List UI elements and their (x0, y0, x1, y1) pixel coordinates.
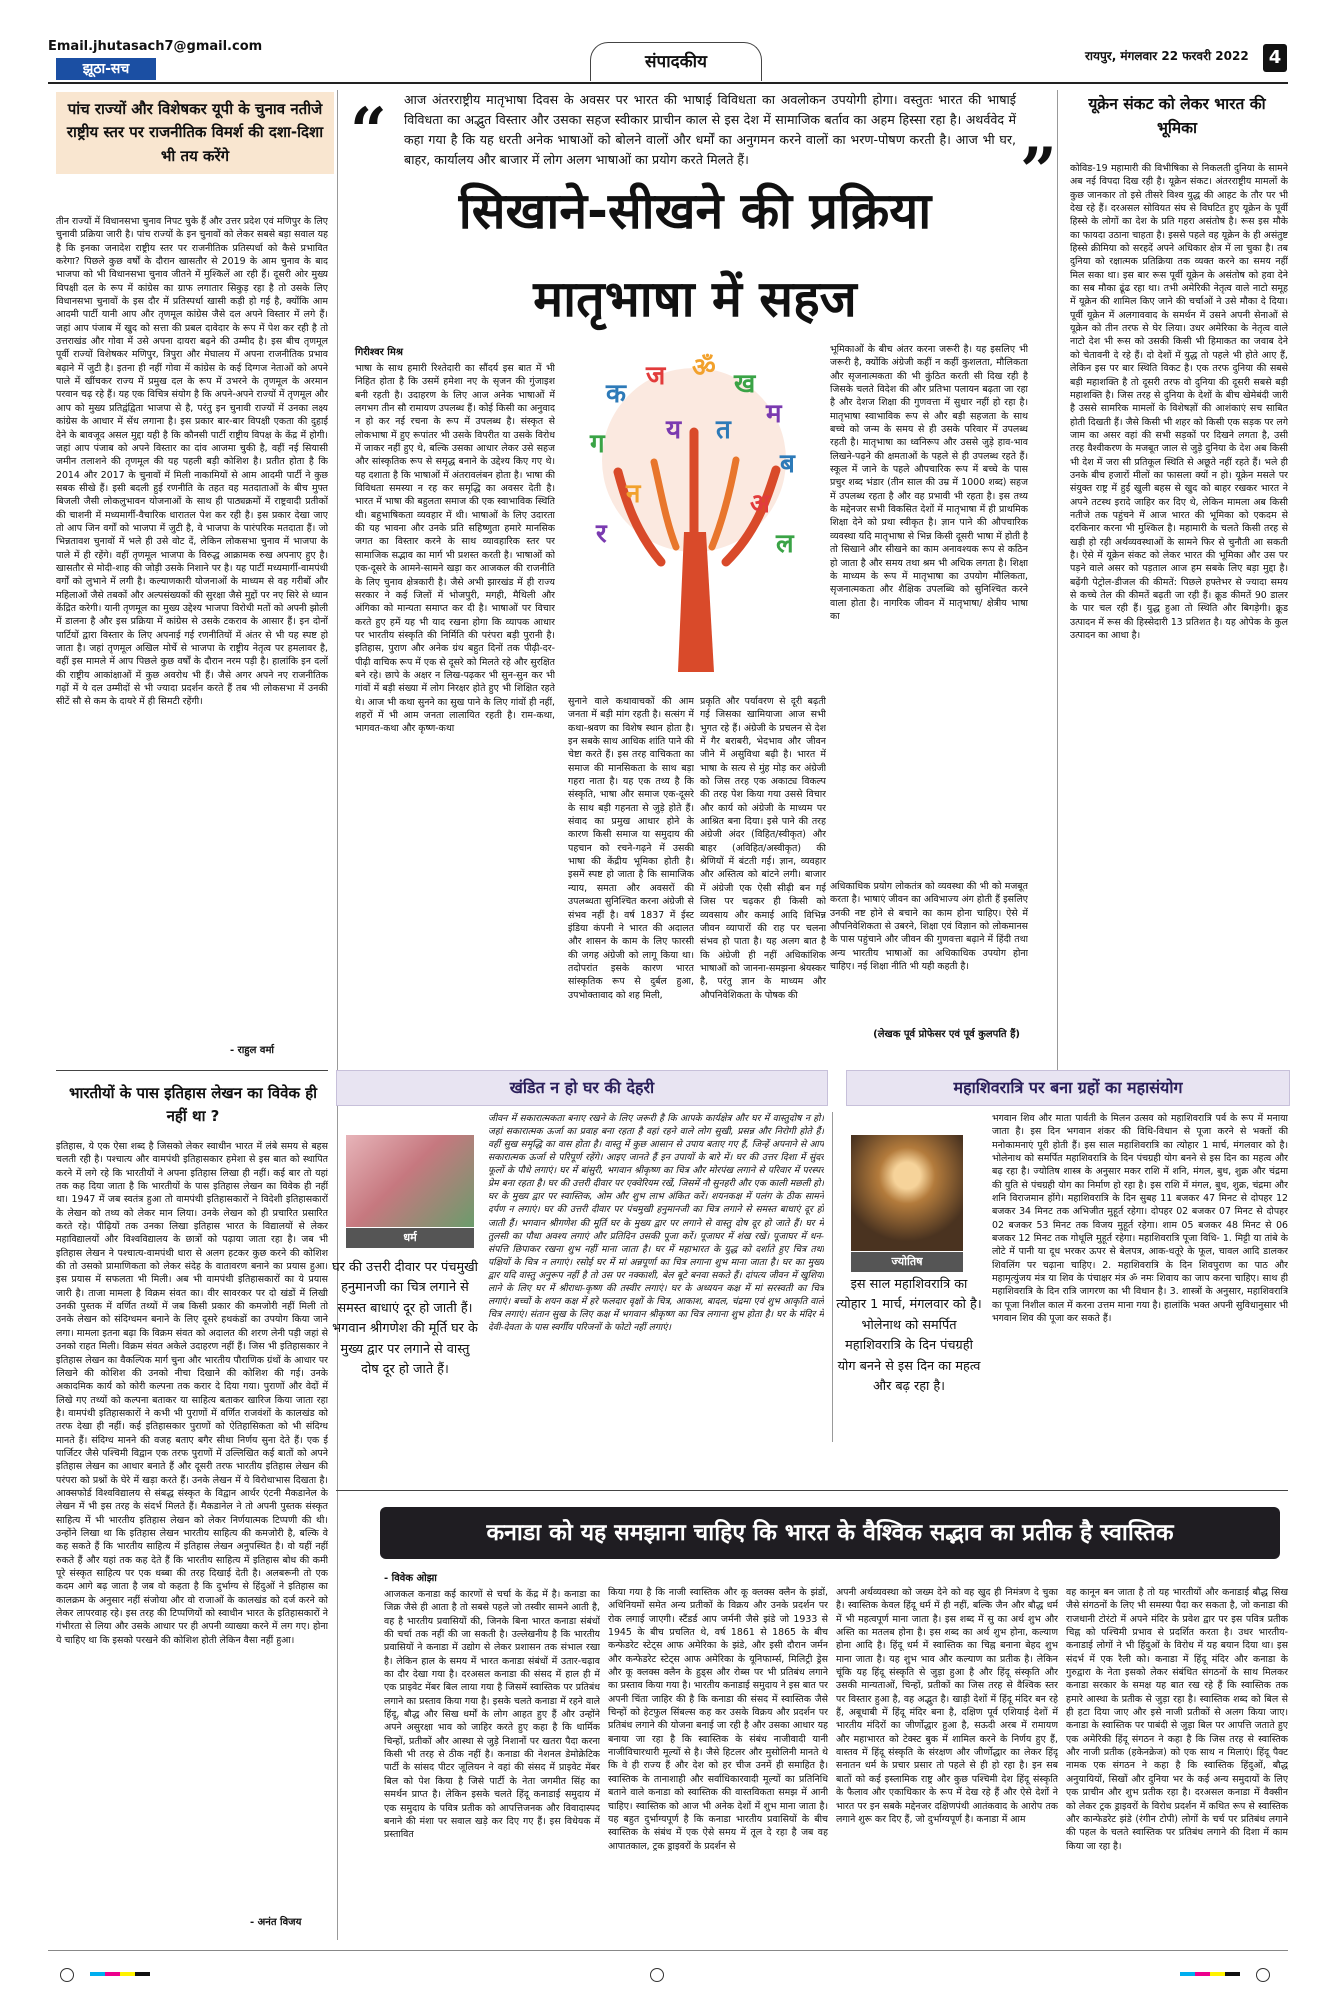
svg-text:य: य (666, 415, 682, 445)
left-divider (56, 1070, 328, 1071)
home-banner: खंडित न हो घर की देहरी (336, 1070, 828, 1106)
svg-text:ब: ब (780, 449, 795, 479)
svg-text:न: न (626, 479, 641, 509)
color-bar (1180, 1972, 1240, 1976)
masthead-brand: झूठा-सच (56, 58, 156, 80)
center-col-1: भाषा के साथ हमारी रिश्तेदारी का सौंदर्य इस बात में भी निहित होता है कि उसमें हमेशा नए के सृजन की गुंजाइश बनी रहती है। उदाहरण के लिए आज अनेक भाषाओं में लगभग तीन सौ रामायण उपलब्ध हैं। कोई किसी का अनुवाद न हो कर नई रचना के रूप में उपलब्ध है। संस्कृत से लोकभाषा में हुए रूपांतर भी उसके विपरीत या उसके विरोध में जाकर नहीं हुए थे, बल्कि उसका आधार लेकर उसे सहज और सांस्कृतिक रूप से समृद्ध बनाने के उद्देश्य किए गए थे। यह दशाता है कि भाषाओं में अंतरावलंबन होता है। भाषा की विविधता समस्या न रह कर समृद्धि का अवसर देती है। भारत में भाषा की बहुलता समाज की एक स्वाभाविक स्थिति थी। बहुभाषिकता व्यवहार में थी। भाषाओं के लिए उदारता की यह भावना और उनके प्रति सहिष्णुता हमारे मानसिक जगत का विस्तार करने के साथ व्यावहारिक स्तर पर सामाजिक सद्भाव का मार्ग भी प्रशस्त करती है। भाषाओं को एक-दूसरे के आमने-सामने खड़ा कर आजकल की राजनीति के लिए चुनाव क्षेत्रकारी है। जैसे अभी झारखंड में ही राज्य सरकार ने कई जिलों में भोजपुरी, मगही, मैथिली और अंगिका को मान्यता समाप्त कर दी है। भाषाओं पर विचार करते हुए हमें यह भी याद रखना होगा कि व्यापक आधार पर भारतीय संस्कृति की निर्मिति की परंपरा बड़ी पुरानी है। इतिहास, पुराण और अनेक ग्रंथ बहुत दिनों तक पीढ़ी-दर-पीढ़ी वाचिक रूप में एक से दूसरे को मिलते रहे और सुरक्षित बने रहे। छापे के अक्षर न लिख-पढ़कर भी सुन-सुन कर भी गांवों में बड़ी संख्या में लोग निरक्षर होते हुए भी शिक्षित रहते थे। आज भी कथा सुनने का सुख पाने के लिए गांवों ही नहीं, शहरों में भी आम जनता लालायित रहती है। राम-कथा, भागवत-कथा और कृष्ण-कथा (355, 363, 555, 735)
left-byline: - राहुल वर्मा (230, 1045, 275, 1056)
canada-byline: - विवेक ओझा (384, 1573, 437, 1584)
svg-text:क: क (606, 379, 626, 409)
canada-col-1: आजकल कनाडा कई कारणों से चर्चा के केंद्र में है। कनाडा का जिक्र जैसे ही आता है तो सबसे पहले जो तस्वीर सामने आती है, वह है भारतीय प्रवासियों की, जिनके बिना भारत कनाडा संबंधों की चर्चा तक नहीं की जा सकती है। उल्लेखनीय है कि भारतीय प्रवासियों ने कनाडा में उद्योग से लेकर प्रशासन तक संभाल रखा है। लेकिन हाल के समय में भारत कनाडा संबंधों में उतार-चढ़ाव का दौर देखा गया है। दरअसल कनाडा की संसद में हाल ही में एक प्राइवेट मेंबर बिल लाया गया है जिसमें स्वास्तिक पर प्रतिबंध लगाने का प्रस्ताव किया गया है। इसके चलते कनाडा में रहने वाले हिंदू, बौद्ध और सिख धर्मों के लोग आहत हुए हैं और उन्होंने अपने असुरक्षा भाव को जाहिर करते हुए कहा है कि धार्मिक चिन्हों, प्रतीकों और आस्था से जुड़े निशानों पर खतरा पैदा करना किसी भी तरह से ठीक नहीं है। कनाडा की नेशनल डेमोक्रेटिक पार्टी के सांसद पीटर जूलियन ने वहां की संसद में प्राइवेट मेंबर बिल को पेश किया है जिसे पार्टी के नेता जगमीत सिंह का समर्थन प्राप्त है। लेकिन इसके चलते हिंदू कनाडाई समुदाय में एक समुदाय के पवित्र प्रतीक को आपत्तिजनक और विवादास्पद बनाने की मंशा पर सवाल खड़े कर दिए गए हैं। इस विधेयक में प्रस्तावित (384, 1589, 600, 1841)
right-headline: यूक्रेन संकट को लेकर भारत की भूमिका (1088, 95, 1266, 138)
canada-col-2: किया गया है कि नाजी स्वास्तिक और कू क्लक्स क्लैन के झंडों, अधिनियमों समेत अन्य प्रतीकों के विक्रय और उनके प्रदर्शन पर रोक लगाई जाएगी। स्टैंडर्ड आप जर्मनी जैसे झंडे जो 1933 से 1945 के बीच प्रचलित थे, वर्ष 1861 से 1865 के बीच कन्फेडरेट स्टेट्स आफ अमेरिका के झंडे, और इसी दौरान जर्मन और कन्फेडरेट स्टेट्स आफ अमेरिका के यूनिफार्म्स, मिलिट्री ड्रेस और कू क्लक्स क्लैन के हुड्स और रोब्स पर भी प्रतिबंध लगाने का प्रस्ताव किया गया है। भारतीय कनाडाई समुदाय ने इस बात पर अपनी चिंता जाहिर की है कि कनाडा की संसद में स्वास्तिक जैसे चिन्हों को हेटफुल सिंबल्स कह कर उसके विक्रय और प्रदर्शन पर प्रतिबंध लगाने की योजना बनाई जा रही है और उसका आधार यह बनाया जा रहा है कि स्वास्तिक के संबंध नाजीवादी यानी नाजीविचारधारी मूल्यों से है। जैसे हिटलर और मुसोलिनी मानते थे कि वे ही राज्य हैं और देश को हर चीज उनमें ही समाहित है। स्वास्तिक के तानाशाही और सर्वाधिकारवादी मूल्यों का प्रतिनिधि बताने वाले कनाडा को स्वास्तिक की वास्तविकता समझ में आनी चाहिए। स्वास्तिक को आज भी अनेक देशों में शुभ माना जाता है। यह बहुत दुर्भाग्यपूर्ण है कि कनाडा भारतीय प्रवासियों के बीच स्वास्तिक के संबंध में एक ऐसे समय में तूल दे रहा है जब वह आपातकाल, ट्रक ड्राइवरों के प्रदर्शन से (608, 1587, 828, 1852)
shiva-caption: इस साल महाशिवरात्रि का त्योहार 1 मार्च, मंगलवार को है। भोलेनाथ को समर्पित महाशिवरात्रि के दिन पंचग्रही योग बनने से इस दिन का महत्व और बढ़ रहा है। (836, 1277, 982, 1395)
canada-headline: कनाडा को यह समझाना चाहिए कि भारत के वैश्विक सद्भाव का प्रतीक है स्वास्तिक (380, 1507, 1280, 1559)
dateline: रायपुर, मंगलवार 22 फरवरी 2022 (1085, 49, 1249, 63)
canada-col-3: अपनी अर्थव्यवस्था को जख्म देने को वह खुद ही निमंत्रण दे चुका है। स्वास्तिक केवल हिंदू धर्म में ही नहीं, बल्कि जैन और बौद्ध धर्म में भी महत्वपूर्ण माना जाता है। इस शब्द में सु का अर्थ शुभ और अस्ति का मतलब होना है। इस शब्द का अर्थ शुभ होना, कल्याण होना आदि है। हिंदू धर्म में स्वास्तिक का चिह्न बनाना बेहद शुभ माना जाता है। यह शुभ भाव और कल्याण का प्रतीक है। लेकिन चूंकि यह हिंदू संस्कृति से जुड़ा हुआ है और हिंदू संस्कृति और उसकी मान्यताओं, चिन्हों, प्रतीकों का जिस तरह से वैश्विक स्तर पर विस्तार हुआ है, वह अद्भुत है। खाड़ी देशों में हिंदू मंदिर बन रहे हैं, अबूधाबी में हिंदू मंदिर बना है, दक्षिण पूर्व एशियाई देशों में भारतीय मंदिरों का जीर्णोद्धार हुआ है, सऊदी अरब में रामायण और महाभारत को टेक्स्ट बुक में शामिल करने के निर्णय हुए हैं, वास्तव में हिंदू संस्कृति के संरक्षण और जीर्णोद्धार का लेकर हिंदू सनातन धर्म के प्रचार प्रसार तो पहले से ही हो रहा है। इन सब बातों को कई इस्लामिक राष्ट्र और कुछ पश्चिमी देश हिंदू संस्कृति के फैलाव और एकाधिकार के रूप में देख रहे हैं और ऐसे देशों ने भारत पर इन सबके मद्देनजर दक्षिणपंथी आतंकवाद के आरोप तक लगाने शुरू कर दिए हैं, जो दुर्भाग्यपूर्ण है। कनाडा में आम (836, 1587, 1058, 1825)
pull-quote: आज अंतरराष्ट्रीय मातृभाषा दिवस के अवसर पर भारत की भाषाई विविधता का अवलोकन उपयोगी होगा। वस्तुतः भारत की भाषाई विविधता का अद्भुत विस्तार और उसका सहज स्वीकार प्राचीन काल से इस देश में सामाजिक बर्ताव का अहम हिस्सा रहा है। अथर्ववेद में कहा गया है कि यह धरती अनेक भाषाओं को बोलने वालों और धर्मों का अनुगमन करने वालों का भरण-पोषण करती है। आज भी घर, बाहर, कार्यालय और बाजार में लोग अलग भाषाओं का प्रयोग करते मिलते हैं। (404, 92, 1016, 168)
svg-text:म: म (766, 399, 782, 429)
header-rule (48, 82, 1288, 84)
center-byline: गिरीश्वर मिश्र (355, 347, 403, 358)
center-col-3a: सुनाने वाले कथावाचकों की आम जनता में बड़ी मांग रहती है। सत्संग में कथा-श्रवण का विशेष स्थान होता है। इन सबके साथ आधिक शांति पाने की चेष्टा करते हैं। इस तरह वाचिकता का समाज की मानसिकता के साथ बड़ा गहरा नाता है। यह एक तथ्य है कि संस्कृति, भाषा और समाज एक-दूसरे के साथ बड़ी गहनता से जुड़े होते हैं। संवाद का प्रमुख आधार होने के कारण किसी समाज या समुदाय की पहचान को रचने-गढ़ने में उसकी भाषा की केंद्रीय भूमिका होती है। इसमें स्पष्ट हो जाता है कि सामाजिक न्याय, समता और अवसरों की उपलब्धता सुनिश्चित करना अंग्रेजी से संभव नहीं है। वर्ष 1837 में ईस्ट इंडिया कंपनी ने भारत की अदालत और शासन के काम के लिए फारसी की जगह अंग्रेजी को लागू किया था। तदोपरांत इसके कारण भारत सांस्कृतिक रूप से दुर्बल हुआ, उपभोक्तावाद को शह मिली, (568, 696, 694, 1001)
column-separator (1057, 90, 1058, 1090)
main-headline-line1: सिखाने-सीखने की प्रक्रिया (458, 182, 932, 240)
left-byline-2: - अनंत विजय (250, 1917, 302, 1928)
money-photo (346, 1135, 474, 1227)
close-quote-icon: ” (1020, 134, 1057, 209)
canada-col-4: वह कानून बन जाता है तो यह भारतीयों और कनाडाई बौद्ध सिख जैसे संगठनों के लिए भी समस्या पैदा कर सकता है, जो कनाडा की राजधानी टोरंटो में अपने मंदिर के प्रवेश द्वार पर इस पवित्र प्रतीक चिह्न को पश्चिमी प्रभाव से प्रदर्शित करता है। उधर भारतीय-कनाडाई लोगों ने भी हिंदुओं के विरोध में यह बयान दिया था। इस संदर्भ में एक रैली को। कनाडा में हिंदू मंदिर और कनाडा के गुरुद्वारा के नेता इसको लेकर संबंधित संगठनों के साथ मिलकर कनाडा सरकार के समक्ष यह बात रख रहे हैं कि स्वास्तिक तक हमारे आस्था के प्रतीक से जुड़ा रहा है। स्वास्तिक शब्द को बिल से ही हटा दिया जाए और इसे नाजी प्रतीकों से अलग किया जाए। कनाडा के स्वास्तिक पर पाबंदी से जुड़ा बिल पर आपत्ति जताते हुए एक अमेरिकी हिंदू संगठन ने कहा है कि जिस तरह से स्वास्तिक और नाजी प्रतीक (हकेनक्रेज) को एक साथ न मिलाएं। हिंदू पैक्ट नामक एक संगठन ने कहा है कि स्वास्तिक हिंदुओं, बौद्ध अनुयायियों, सिखों और दुनिया भर के कई अन्य समुदायों के लिए एक प्राचीन और शुभ प्रतीक रहा है। दरअसल कनाडा में वैक्सीन को लेकर ट्रक ड्राइवरों के विरोध प्रदर्शन में कथित रूप से स्वास्तिक और कान्फेडरेट झंडे (रंगीन टोपी) लोगों के चर्च पर प्रतिबंध लगाने की पहल के चलते स्वास्तिक पर प्रतिबंध लगाने की दिशा में काम किया जा रहा है। (1066, 1587, 1288, 1852)
center-col-2: भूमिकाओं के बीच अंतर करना जरूरी है। यह इसलिए भी जरूरी है, क्योंकि अंग्रेजी कहीं न कहीं कुशलता, मौलिकता और सृजनात्मकता की भी कुंठित करती सी दिख रही है जिसके चलते विदेश की और प्रतिभा पलायन बढ़ता जा रहा है और देशज शिक्षा की गुणवत्ता में सुधार नहीं हो रहा है। मातृभाषा स्वाभाविक रूप से और बड़ी सहजता के साथ बच्चे को जन्म के समय से ही उसके परिवार में उपलब्ध रहती है। मातृभाषा का ध्वनिरूप और उससे जुड़े हाव-भाव लिखने-पढ़ने की क्षमताओं के पहले से ही उपलब्ध रहते हैं। स्कूल में जाने के पहले औपचारिक रूप में बच्चे के पास प्रचुर शब्द भंडार (तीन साल की उम्र में 1000 शब्द) सहज में उपलब्ध रहता है और वह प्रभावी भी रहता है। इस तथ्य के मद्देनजर सभी विकसित देशों में मातृभाषा में ही प्राथमिक शिक्षा देने को प्रथा स्वीकृत है। ज्ञान पाने की औपचारिक व्यवस्था यदि मातृभाषा से भिन्न किसी दूसरी भाषा में होती है तो सिखाने और सीखने का काम अनावश्यक रूप से कठिन हो जाता है और समय तथा श्रम भी अधिक लगता है। शिक्षा के माध्यम के रूप में मातृभाषा का उपयोग मौलिकता, सृजनात्मकता और शैक्षिक उपलब्धि को सुनिश्चित करने वाला होता है। नागरिक जीवन में मातृभाषा/ क्षेत्रीय भाषा का (830, 344, 1028, 622)
main-headline-line2: मातृभाषा में सहज (533, 270, 857, 328)
dharma-tag: धर्म (346, 1228, 474, 1248)
right-article-body: कोविड-19 महामारी की विभीषिका से निकलती दुनिया के सामने अब नई विपदा दिख रही है। यूक्रेन संकट। अंतरराष्ट्रीय मामलों के कुछ जानकार तो इसे तीसरे विश्व युद्ध की आहट के तौर पर भी देख रहे हैं। दरअसल सोवियत संघ से विघटित हुए यूक्रेन के पूर्वी हिस्से के लोगों का देश के प्रति गहरा असंतोष है। रूस इस मौके का फायदा उठाना चाहता है। इससे पहले वह यूक्रेन के ही असंतुष्ट हिस्से क्रीमिया को सरहदें अपने अधिकार क्षेत्र में ला चुका है। तब दुनिया को रक्षात्मक प्रतिक्रिया तक व्यक्त करने का समय नहीं मिल सका था। इस बार रूस पूर्वी यूक्रेन के असंतोष को हवा देने का सब मौका ढूंढ रहा था। तभी अमेरिकी नेतृत्व वाले नाटो समूह में यूक्रेन की शामिल किए जाने की चर्चाओं ने उसे मौका दे दिया। पूर्वी यूक्रेन में अलगाववाद के समर्थन में उसने अपनी सेनाओं से यूक्रेन को तीन तरफ से घेर लिया। उधर अमेरिका के नेतृत्व वाले नाटो देश भी रूस को उसकी किसी भी हिमाकत का जवाब देने को चेतावनी दे रहे हैं। दो देशों में युद्ध तो पहले भी होते आए हैं, लेकिन इस पर बार स्थिति विकट है। एक तरफ दुनिया की सबसे बड़ी महाशक्ति है तो दूसरी तरफ वो दुनिया की दूसरी सबसे बड़ी महाशक्ति है। जिस तरह से दुनिया के देशों के बीच खेमेबंदी जारी है उससे सामरिक मामलों के विशेषज्ञों की आशंकाएं सच साबित होती दिखती हैं। जैसे किसी भी शहर को किसी एक सड़क पर लगे जाम का असर वहां की सभी सड़कों पर दिखने लगता है, उसी तरह वैश्वीकरण के मजबूत जाल से जुड़े दुनिया के देश अब किसी भी देश में जरा सी प्रतिकूल स्थिति से अछूते नहीं रहते हैं। भले ही उनके बीच हजारों मीलों का फासला क्यों न हो। यूक्रेन मसले पर संयुक्त राष्ट्र में हुई खुली बहस से खुद को बाहर रखकर भारत ने अपने तटस्थ इरादे जाहिर कर दिए थे, लेकिन मामला अब किसी नतीजे तक पहुंचने में आज भारत की भूमिका को एकदम से दरकिनार करना भी मुश्किल है। महामारी के चलते किसी तरह से खड़ी हो रही अर्थव्यवस्थाओं के सामने फिर से चुनौती आ सकती है। ऐसे में यूक्रेन संकट को लेकर भारत की भूमिका और उस पर पड़ने वाले असर को पड़ताल आज हम सबके लिए बड़ा मुद्दा है। बढ़ेंगी पेट्रोल-डीजल की कीमतें: पिछले हफ्तेभर से ज्यादा समय से कच्चे तेल की कीमतें बढ़ती जा रही हैं। क्रूड कीमतें 90 डालर के पार चल रही हैं। युद्ध हुआ तो स्थिति और बिगड़ेगी। क्रूड उत्पादन में रूस की हिस्सेदारी 13 प्रतिशत है। यह ओपेक के कुल उत्पादन का आधा है। (1070, 163, 1288, 642)
left-headline-2: भारतीयों के पास इतिहास लेखन का विवेक ही नहीं था ? (68, 1084, 318, 1126)
email-address: Email.jhutasach7@gmail.com (48, 39, 263, 54)
page-number: 4 (1263, 44, 1287, 72)
home-article-body: जीवन में सकारात्मकता बनाए रखने के लिए जरूरी है कि आपके कार्यक्षेत्र और घर में वास्तुदोष न हो। जहां सकारात्मक ऊर्जा का प्रवाह बना रहता है वहां रहने वाले लोग सुखी, प्रसन्न और निरोगी होते हैं। वहीं सुख समृद्धि का वास होता है। वास्तु में कुछ आसान से उपाय बताए गए हैं, जिन्हें अपनाने से आप सकारात्मक ऊर्जा से परिपूर्ण रहेंगे। आइए जानते हैं इन उपायों के बारे में। घर की उत्तर दिशा में सुंदर फूलों के पौधे लगाएं। घर में बांसुरी, भगवान श्रीकृष्ण का चित्र और मोरपंख लगाने से परिवार में परस्पर प्रेम बना रहता है। घर की उत्तरी दीवार पर एक्वेरियम रखें, जिसमें नौ सुनहरी और एक काली मछली हो। घर के मुख्य द्वार पर स्वास्तिक, ओम और शुभ लाभ अंकित करें। शयनकक्ष में पलंग के ठीक सामने दर्पण न लगाएं। घर की उत्तरी दीवार पर पंचमुखी हनुमानजी का चित्र लगाने से समस्त बाधाएं दूर हो जाती हैं। भगवान श्रीगणेश की मूर्ति घर के मुख्य द्वार पर लगाने से वास्तु दोष दूर हो जाते हैं। घर में तुलसी का पौधा अवश्य लगाएं और प्रतिदिन उसकी पूजा करें। पूजाघर में शंख रखें। पूजाघर में धन-संपत्ति छिपाकर रखना शुभ नहीं माना जाता है। घर में महाभारत के युद्ध को दर्शाते हुए चित्र तथा पक्षियों के चित्र न लगाएं। रसोई घर में मां अन्नपूर्णा का चित्र लगाना शुभ माना जाता है। घर का मुख्य द्वार यदि वास्तु अनुरूप नहीं है तो उस पर नक्काशी, बेल बूटे बनवा सकते हैं। दांपत्य जीवन में खुशियां लाने के लिए घर में श्रीराधा-कृष्ण की तस्वीर लगाएं। घर के अध्ययन कक्ष में मां सरस्वती का चित्र लगाएं। बच्चों के शयन कक्ष में हरे फलदार वृक्षों के चित्र, आकाश, बादल, चंद्रमा एवं शुभ आकृति वाले चित्र लगाएं। संतान सुख के लिए कक्ष में भगवान श्रीकृष्ण का चित्र लगाना शुभ होता है। घर के मंदिर में देवी-देवता के पास स्वर्गीय परिजनों के फोटो नहीं लगाएं। (488, 1113, 824, 1333)
footer-rule (48, 1950, 1288, 1951)
svg-text:त: त (716, 415, 731, 445)
svg-text:ल: ल (776, 529, 794, 559)
svg-text:ॐ: ॐ (692, 353, 716, 383)
home-caption: घर की उत्तरी दीवार पर पंचमुखी हनुमानजी का चित्र लगाने से समस्त बाधाएं दूर हो जाती हैं। भगवान श्रीगणेश की मूर्ति घर के मुख्य द्वार पर लगाने से वास्तु दोष दूर हो जाते हैं। (332, 1260, 478, 1378)
column-separator (832, 1112, 833, 1442)
center-col-4: अधिकाधिक प्रयोग लोकतंत्र को व्यवस्था की भी को मजबूत करता है। भाषाएं जीवन का अविभाज्य अंग होती हैं इसलिए उनकी नष्ट होने से बचाने का काम होना चाहिए। ऐसे में औपनिवेशिकता से उबरने, शिक्षा एवं विज्ञान को लोकमानस के पास पहुंचाने और जीवन की गुणवत्ता बढ़ाने में हिंदी तथा अन्य भारतीय भाषाओं का अधिकाधिक उपयोग होना चाहिए। नई शिक्षा नीति भी यही कहती है। (830, 881, 1028, 973)
svg-text:अ: अ (750, 489, 770, 519)
section-divider (336, 1490, 1288, 1491)
color-bar (90, 1972, 150, 1976)
registration-mark-icon (650, 1968, 664, 1982)
open-quote-icon: “ (350, 94, 387, 169)
shiva-banner: महाशिवरात्रि पर बना ग्रहों का महासंयोग (846, 1070, 1290, 1106)
column-separator (337, 90, 338, 1940)
section-title: संपादकीय (590, 42, 762, 81)
center-author-note: (लेखक पूर्व प्रोफेसर एवं पूर्व कुलपति हैं) (873, 1029, 1020, 1040)
svg-text:ख: ख (734, 369, 756, 399)
center-col-3b: प्रकृति और पर्यावरण से दूरी बढ़ती गई जिसका खामियाजा आज सभी भुगत रहे हैं। अंग्रेजी के प्रचलन से देश में गैर बराबरी, भेदभाव और जीवन जीने में असुविधा बढ़ी है। भारत में भाषा के सत्य से मुंह मोड़ कर अंग्रेजी को जिस तरह एक अकाट्य विकल्प की तरह पेश किया गया उससे विचार और कार्य को अंग्रेजी के माध्यम पर आश्रित बना दिया। इसे पाने की तरह अंग्रेजी अंदर (विहित/स्वीकृत) और बाहर (अविहित/अस्वीकृत) की श्रेणियों में बंटती गई। ज्ञान, व्यवहार और अस्तित्व को बांटने लगी। बाजार में अंग्रेजी एक ऐसी सीढ़ी बन गई जिस पर चढ़कर ही किसी को व्यवसाय और कमाई आदि विभिन्न जीवन व्यापारों की राह पर चलना संभव हो पाता है। यह अलग बात है कि अंग्रेजी ही नहीं अधिकांशिक भाषाओं को जानना-समझना श्रेयस्कर है, परंतु ज्ञान के माध्यम और औपनिवेशिकता के पोषक की (700, 696, 826, 1001)
left-article-body: तीन राज्यों में विधानसभा चुनाव निपट चुके हैं और उत्तर प्रदेश एवं मणिपुर के लिए चुनावी प्रक्रिया जारी है। पांच राज्यों के इन चुनावों को लेकर सबसे बड़ा सवाल यह है कि इनका जनादेश राष्ट्रीय स्तर पर राजनीतिक प्रतिस्पर्धा को कैसे प्रभावित करेगा? पिछले कुछ वर्षों के दौरान खासतौर से 2019 के आम चुनाव के बाद भाजपा को भी विधानसभा चुनाव जीतने में मुश्किलें आ रही हैं। दूसरी ओर मुख्य विपक्षी दल के रूप में कांग्रेस का ग्राफ लगातार सिकुड़ रहा है तो उसके लिए विधानसभा चुनावों के इस दौर में प्रतिस्पर्धा खासी कड़ी हो गई है, क्योंकि आम आदमी पार्टी यानी आप और तृणमूल कांग्रेस जैसे दल अपने विस्तार में लगे हैं। जहां आप पंजाब में खुद को सत्ता की प्रबल दावेदार के रूप में पेश कर रही है तो उत्तराखंड और गोवा में उसे अपना दायरा बढ़ने की उम्मीद है। इस बीच तृणमूल पूर्वी राज्यों विशेषकर मणिपुर, त्रिपुरा और मेघालय में अपना राजनीतिक प्रभाव बढ़ाने में जुटी है। इतना ही नहीं गोवा में कांग्रेस के कई दिग्गज नेताओं को अपने पाले में खींचकर राज्य में प्रमुख दल के रूप में उभरने के तृणमूल के अरमान परवान चढ़ रहे हैं। यह एक विचित्र संयोग है कि अपने-अपने राज्यों में तृणमूल और आप को मुख्य प्रतिद्वंद्विता भाजपा से है, परंतु इन चुनावी राज्यों में उनका लक्ष्य कांग्रेस के आधार में सेंध लगाना है। इस प्रकार बार-बार विपक्षी एकता की दुहाई देने के बावजूद असल मुद्दा यही है कि कौनसी पार्टी राष्ट्रीय विपक्ष के केंद्र में होगी। जहां आप पंजाब को अपने विस्तार का दांव आजमा चुकी है, वहीं नई सियासी जमीन तलाशने की तृणमूल की यह पहली बड़ी कोशिश है। प्रतीत होता है कि 2014 और 2017 के चुनावों में मिली नाकामियों से आम आदमी पार्टी ने कुछ सबक सीखे हैं। इसी बदली हुई रणनीति के तहत वह मतदाताओं के बीच मुफ्त बिजली जैसी लोकलुभावन योजनाओं के साथ ही पाठ्यक्रमों में राष्ट्रवादी प्रतीकों की चाशनी में मध्यमार्गी-वैचारिक धारातल पेश कर रही है। इस प्रकार देखा जाए तो आप जिन वर्गों को भाजपा में जुटी है, वे भाजपा के पारंपरिक मतदाता हैं। जो भिन्नतावश चुनावों में भले ही उसे वोट दें, लेकिन लोकसभा चुनाव में भाजपा के पाले में ही रहेंगे। वहीं तृणमूल भाजपा के विरुद्ध आक्रामक रुख अपनाए हुए है। खासतौर से मोदी-शाह की जोड़ी उसके निशाने पर है। यह पार्टी मध्यमार्गी-वामपंथी वर्गों को लुभाने में लगी है। कल्याणकारी योजनाओं के माध्यम से वह गरीबों और महिलाओं जैसे तबकों और अल्पसंख्यकों की सुरक्षा जैसे मुद्दों पर नए सिरे से ध्यान केंद्रित करेगी। यानी तृणमूल का मुख्य उद्देश्य भाजपा विरोधी मतों को अपनी झोली में डालना है और इस प्रक्रिया में कांग्रेस से उसके टकराव के आसार हैं। इन दोनों पार्टियों द्वारा विस्तार के लिए अपनाई गई रणनीतियों में अंतर से भी यह स्पष्ट हो जाता है। जहां तृणमूल अखिल मोर्चे से भाजपा के राष्ट्रीय नेतृत्व पर हमलावर है, वहीं इस मामले में आप पिछले कुछ वर्षों के दौरान नरम पड़ी है। हालांकि इन दलों की राष्ट्रीय आकांक्षाओं में कुछ अवरोध भी हैं। जैसे अगर अपने नए राजनीतिक गढ़ों में ये दल उम्मीदों से भी ज्यादा प्रदर्शन करते हैं तब भी लोकसभा में उनकी सीटें सौ से कम के दायरे में ही सिमटी रहेंगी। (56, 216, 328, 708)
registration-mark-icon (60, 1968, 74, 1982)
left-headline: पांच राज्यों और विशेषकर यूपी के चुनाव नतीजे राष्ट्रीय स्तर पर राजनीतिक विमर्श की दशा-दिशा भी तय करेंगे (56, 92, 334, 174)
svg-text:ग: ग (590, 429, 605, 459)
jyotish-tag: ज्योतिष (851, 1252, 963, 1272)
svg-text:ज: ज (646, 361, 666, 391)
shiva-article-body: भगवान शिव और माता पार्वती के मिलन उत्सव को महाशिवरात्रि पर्व के रूप में मनाया जाता है। इस दिन भगवान शंकर की विधि-विधान से पूजा करने से भक्तों की मनोकामनाएं पूरी होती हैं। इस साल महाशिवरात्रि का त्योहार 1 मार्च, मंगलवार को है। भोलेनाथ को समर्पित महाशिवरात्रि के दिन पंचग्रही योग बनने से इस दिन का महत्व और बढ़ रहा है। ज्योतिष शास्त्र के अनुसार मकर राशि में शनि, मंगल, बुध, शुक्र और चंद्रमा की युति से पंचग्रही योग का निर्माण हो रहा है। इस राशि में मंगल, बुध, शुक्र, चंद्रमा और शनि विराजमान होंगे। महाशिवरात्रि के दिन सुबह 11 बजकर 47 मिनट से दोपहर 12 बजकर 34 मिनट तक अभिजीत मुहूर्त रहेगा। दोपहर 02 बजकर 07 मिनट से दोपहर 02 बजकर 53 मिनट तक विजय मुहूर्त रहेगा। शाम 05 बजकर 48 मिनट से 06 बजकर 12 मिनट तक गोधूलि मुहूर्त रहेगा। महाशिवरात्रि पूजा विधि- 1. मिट्टी या तांबे के लोटे में पानी या दूध भरकर ऊपर से बेलपत्र, आक-धतूरे के फूल, चावल आदि डालकर शिवलिंग पर चढ़ाना चाहिए। 2. महाशिवरात्रि के दिन शिवपुराण का पाठ और महामृत्युंजय मंत्र या शिव के पंचाक्षर मंत्र ॐ नमः शिवाय का जाप करना चाहिए। साथ ही महाशिवरात्रि के दिन रात्रि जागरण का भी विधान है। 3. शास्त्रों के अनुसार, महाशिवरात्रि का पूजा निशील काल में करना उत्तम माना गया है। हालांकि भक्त अपनी सुविधानुसार भी भगवान शिव की पूजा कर सकते हैं। (992, 1113, 1288, 1325)
svg-text:र: र (596, 519, 607, 549)
mother-tongue-illustration (566, 342, 821, 688)
shiva-photo (851, 1135, 963, 1251)
left-article-body-2: इतिहास, ये एक ऐसा शब्द है जिसको लेकर स्वाधीन भारत में लंबे समय से बहस चलती रही है। पश्चात्य और वामपंथी इतिहासकार हमेशा से इस बात को स्थापित करने में लगे रहे कि भारतीयों ने अपना इतिहास लिखा ही नहीं। कई बार तो यहां तक कह दिया जाता है कि भारतीयों के पास इतिहास लेखन का विवेक ही नहीं था। 1947 में जब स्वतंत्र हुआ तो वामपंथी इतिहासकारों ने विदेशी इतिहासकारों के लेखन को तथ्य को लेकर मान लिया। उनके लेखन को ही प्रचारित प्रसारित करते रहे। पीढ़ियों तक उनका लिखा इतिहास भारत के विद्यालयों से लेकर महाविद्यालयों और विश्वविद्यालय के छात्रों को पढ़ाया जाता रहा है। जब भी इतिहास लेखन ने पश्चात्य-वामपंथी धारा से अलग हटकर कुछ करने की कोशिश की तो उसको प्रामाणिकता को लेकर संदेह के वातावरण बनाने का प्रयास हुआ। इस प्रयास में सफलता भी मिली। अब भी वामपंथी इतिहासकारों का ये प्रयास जारी है। ताजा मामला है विक्रम संवत का। वीर सावरकर पर दो खंडों में लिखी उनकी पुस्तक में वर्णित तथ्यों में जब किसी प्रकार की कमजोरी नहीं मिली तो उनके लेखन को संदिग्धमन बनाने के लिए दूसरे हथकंडों का उपयोग किया जाने लगा। मामला इतना बढ़ा कि विक्रम संवत को अदालत की शरण लेनी पड़ी जहां से उनको राहत मिली। विक्रम संवत अकेले उदाहरण नहीं हैं। जिस भी इतिहासकार ने इतिहास लेखन का वैकल्पिक मार्ग चुना और भारतीय पौराणिक ग्रंथों के आधार पर लिखने की कोशिश की उनको नीचा दिखाने की कोशिश की गई। उनके अकादमिक कार्य को कोरी कल्पना तक करार दे दिया गया। पुराणों और वेदों में लिखे गए तथ्यों को कल्पना बताकर या साहित्य बताकर खारिज किया जाता रहा है। वामपंथी इतिहासकारों ने कभी भी पुराणों में वर्णित राजवंशों के कालखंड को तरफ देखा ही नहीं। कई इतिहासकार पुराणों को ऐतिहासिकता को भी संदिग्ध मानते हैं। संदिग्ध मानने की वजह बताए बगैर सीधा निर्णय सुना देते हैं। एक ई पार्जिटर जैसे पश्चिमी विद्वान एक तरफ पुराणों में उल्लिखित कई बातों को अपने इतिहास लेखन का आधार बनाते हैं और दूसरी तरफ भारतीय इतिहास लेखन की परंपरा को प्रश्नों के घेरे में खड़ा करते हैं। उनके लेखन में ये विरोधाभास दिखता है। आक्सफोर्ड विश्वविद्यालय से संबद्ध संस्कृत के विद्वान आर्थर एंटनी मैकडानेल के लेखन में भी इस तरह के संदर्भ मिलते हैं। मैकडानेल ने तो अपनी पुस्तक संस्कृत साहित्य में भी भारतीय इतिहास लेखन को लेकर निर्णयात्मक टिप्पणी की थी। उन्होंने लिखा था कि इतिहास लेखन भारतीय साहित्य की कमजोरी है, बल्कि वे कह सकते हैं कि भारतीय साहित्य में इतिहास लेखन अनुपस्थित है। वो यहीं नहीं रुकते हैं और यहां तक कह देते हैं कि भारतीय साहित्य में इतिहास बोध की कमी पूरे संस्कृत साहित्य पर एक धब्बा की तरह दिखाई देती है। अलबरूनी तो एक कदम आगे बढ़ जाता है जब वो कहता है कि दुर्भाग्य से हिंदुओं ने इतिहास का कालक्रम के अनुसार नहीं संजोया और वो राजाओं के कालखंड को दर्ज करने को लेकर लापरवाह रहे। इस तरह की टिप्पणियों को स्वाधीन भारत के इतिहासकारों ने गंभीरता से लिया और उसके आधार पर ही अपनी व्याख्या करने में लग गए। होना ये चाहिए था कि इसको परखने की कोशिश होती लेकिन वैसा नहीं हुआ। (56, 1141, 328, 1646)
registration-mark-icon (1256, 1968, 1270, 1982)
